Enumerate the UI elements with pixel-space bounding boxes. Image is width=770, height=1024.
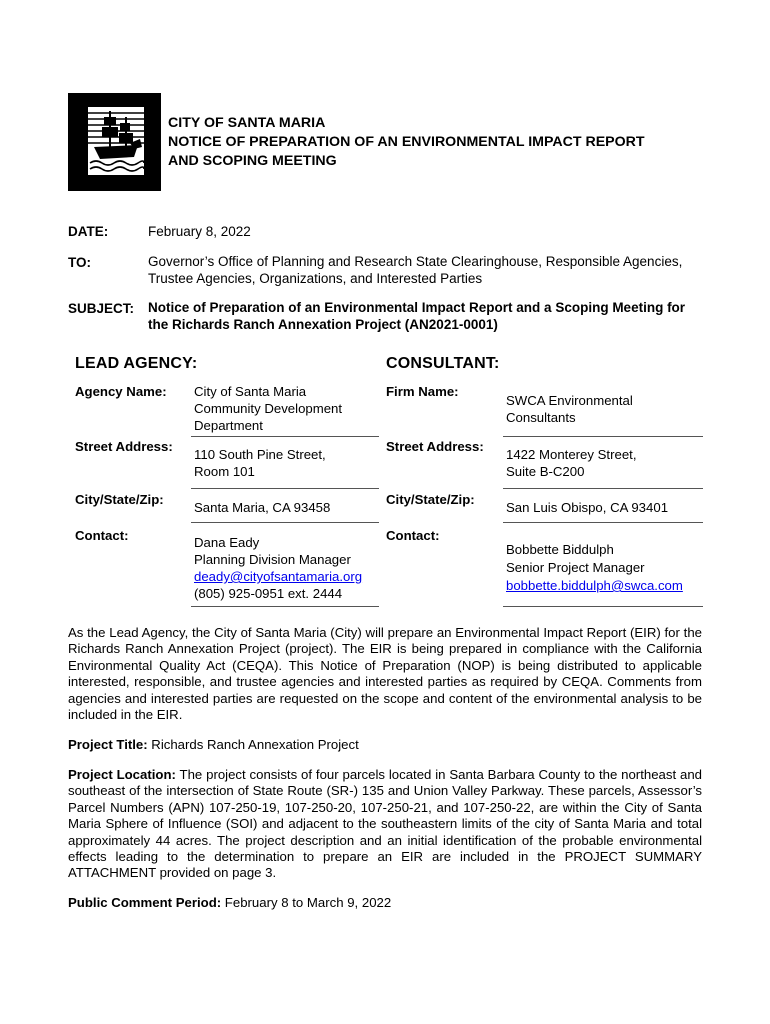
firm-street-line: Suite B-C200 bbox=[506, 464, 585, 479]
divider bbox=[503, 522, 703, 523]
agency-street-value bbox=[194, 446, 326, 480]
agency-city-label: City/State/Zip: bbox=[75, 492, 164, 507]
agency-street-line: 110 South Pine Street, bbox=[194, 447, 326, 462]
firm-name-line: Consultants bbox=[506, 410, 576, 425]
firm-name-line: SWCA Environmental bbox=[506, 393, 633, 408]
project-location-value: The project consists of four parcels located in Santa Barbara County to the northeast and southeast of the intersection of State Route (SR-) 135 and Union Valley Parkway. These parcels, Assessor’s Parcel Numbers (APN) 107-250-19, 107-250-20, 107-250-21, and 107-250-22, are within the City of Santa Maria Sphere of Influence (SOI) and adjacent to the southeastern limits of the city of Santa Maria and total approximately 44 acres. The project description and an initial identification of the probable environmental effects leading to the determination to prepare an EIR are included in the PROJECT SUMMARY ATTACHMENT provided on page 3. bbox=[68, 767, 702, 881]
firm-contact-label: Contact: bbox=[386, 528, 440, 543]
agency-contact-name: Dana Eady bbox=[194, 535, 260, 550]
date-label: DATE: bbox=[68, 224, 109, 239]
agency-contact-title: Planning Division Manager bbox=[194, 552, 351, 567]
firm-contact-title: Senior Project Manager bbox=[506, 560, 645, 575]
project-location-label: Project Location: bbox=[68, 767, 176, 782]
agency-city-value: Santa Maria, CA 93458 bbox=[194, 500, 331, 515]
to-label: TO: bbox=[68, 255, 91, 270]
subject-line: Notice of Preparation of an Environmental Impact Report and a Scoping Meeting for bbox=[148, 300, 686, 315]
agency-name-line: City of Santa Maria bbox=[194, 384, 307, 399]
firm-name-label: Firm Name: bbox=[386, 384, 459, 399]
divider bbox=[191, 436, 379, 437]
firm-street-line: 1422 Monterey Street, bbox=[506, 447, 637, 462]
subject-line: the Richards Ranch Annexation Project (AN2021-0001) bbox=[148, 316, 498, 332]
agency-contact-label: Contact: bbox=[75, 528, 129, 543]
project-title-label: Project Title: bbox=[68, 737, 148, 752]
project-title-value: Richards Ranch Annexation Project bbox=[147, 737, 359, 752]
divider bbox=[191, 488, 379, 489]
firm-contact-value bbox=[506, 541, 683, 595]
subject-value bbox=[148, 300, 685, 333]
title-line: NOTICE OF PREPARATION OF AN ENVIRONMENTAL IMPACT REPORT bbox=[168, 134, 645, 150]
firm-city-value: San Luis Obispo, CA 93401 bbox=[506, 500, 669, 515]
agency-name-label: Agency Name: bbox=[75, 384, 167, 399]
project-title-paragraph bbox=[68, 737, 702, 753]
firm-contact-name: Bobbette Biddulph bbox=[506, 542, 614, 557]
divider bbox=[503, 436, 703, 437]
lead-agency-heading: LEAD AGENCY: bbox=[75, 355, 198, 372]
comment-period-label: Public Comment Period: bbox=[68, 895, 222, 910]
project-location-paragraph bbox=[68, 767, 702, 882]
agency-contact-email-link[interactable]: deady@cityofsantamaria.org bbox=[194, 569, 363, 584]
divider bbox=[191, 606, 379, 607]
intro-paragraph: As the Lead Agency, the City of Santa Maria (City) will prepare an Environmental Impact Report (EIR) for the Richards Ranch Annexation Project (project). The EIR is being prepared in compliance with the California Environmental Quality Act (CEQA). This Notice of Preparation (NOP) is being distributed to applicable interested, responsible, and trustee agencies and interested parties as required by CEQA. Comments from agencies and interested parties are requested on the scope and content of the environmental analysis to be included in the EIR. bbox=[68, 625, 702, 723]
agency-street-line: Room 101 bbox=[194, 464, 255, 479]
document-title bbox=[168, 114, 645, 171]
subject-label: SUBJECT: bbox=[68, 301, 135, 316]
agency-name-line: Community Development bbox=[194, 401, 343, 416]
firm-street-label: Street Address: bbox=[386, 439, 484, 454]
to-line: Governor’s Office of Planning and Research State Clearinghouse, Responsible Agencies, bbox=[148, 254, 683, 269]
firm-contact-email-link[interactable]: bobbette.biddulph@swca.com bbox=[506, 578, 683, 593]
to-line: Trustee Agencies, Organizations, and Interested Parties bbox=[148, 270, 483, 286]
agency-contact-phone: (805) 925-0951 ext. 2444 bbox=[194, 586, 343, 601]
agency-name-line: Department bbox=[194, 418, 263, 433]
agency-name-value bbox=[194, 383, 342, 434]
divider bbox=[503, 606, 703, 607]
comment-period-value: February 8 to March 9, 2022 bbox=[221, 895, 392, 910]
firm-street-value bbox=[506, 446, 636, 480]
firm-name-value bbox=[506, 392, 633, 426]
agency-contact-value bbox=[194, 534, 362, 602]
city-seal-logo bbox=[68, 93, 161, 191]
divider bbox=[191, 522, 379, 523]
title-line: AND SCOPING MEETING bbox=[168, 153, 337, 169]
to-value bbox=[148, 254, 682, 287]
title-line: CITY OF SANTA MARIA bbox=[168, 115, 326, 131]
date-value: February 8, 2022 bbox=[148, 224, 251, 239]
agency-street-label: Street Address: bbox=[75, 439, 173, 454]
ship-icon bbox=[68, 93, 161, 191]
firm-city-label: City/State/Zip: bbox=[386, 492, 475, 507]
divider bbox=[503, 488, 703, 489]
comment-period-paragraph bbox=[68, 895, 702, 911]
consultant-heading: CONSULTANT: bbox=[386, 355, 500, 372]
